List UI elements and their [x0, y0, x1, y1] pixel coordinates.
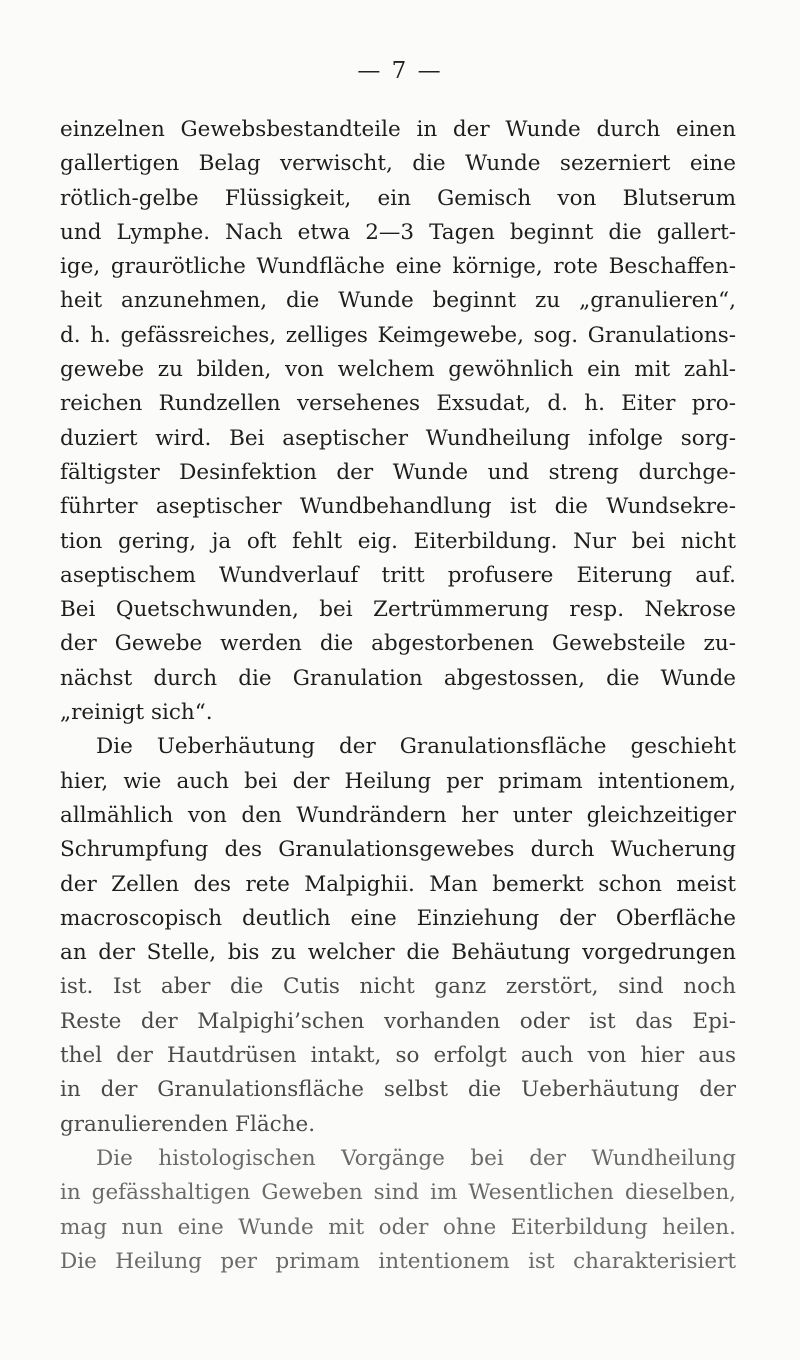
text-line: duziert wird. Bei aseptischer Wundheilung infolge sorg- [60, 425, 736, 451]
text-line: Die Ueberhäutung der Granulationsfläche geschieht [96, 734, 736, 760]
text-line: reichen Rundzellen versehenes Exsudat, d. h. Eiter pro- [60, 391, 736, 417]
text-line: in gefässhaltigen Geweben sind im Wesentlichen dieselben, [60, 1180, 736, 1206]
body-text [60, 113, 736, 1279]
text-line: nächst durch die Granulation abgestossen, die Wunde [60, 665, 736, 691]
text-line: allmählich von den Wundrändern her unter gleichzeitiger [60, 802, 736, 828]
text-line: granulierenden Fläche. [60, 1111, 316, 1137]
text-line: führter aseptischer Wundbehandlung ist die Wundsekre- [60, 494, 736, 520]
text-line: macroscopisch deutlich eine Einziehung der Oberfläche [60, 905, 736, 931]
text-line: mag nun eine Wunde mit oder ohne Eiterbildung heilen. [60, 1214, 736, 1240]
text-line: Bei Quetschwunden, bei Zertrümmerung resp. Nekrose [60, 597, 736, 623]
text-line: aseptischem Wundverlauf tritt profusere Eiterung auf. [60, 562, 736, 588]
text-line: gewebe zu bilden, von welchem gewöhnlich ein mit zahl- [60, 357, 736, 383]
text-line: der Zellen des rete Malpighii. Man bemerkt schon meist [60, 871, 736, 897]
text-line: gallertigen Belag verwischt, die Wunde sezerniert eine [60, 151, 736, 177]
text-line: in der Granulationsfläche selbst die Ueberhäutung der [60, 1077, 736, 1103]
text-line: an der Stelle, bis zu welcher die Behäutung vorgedrungen [60, 940, 736, 966]
text-line: „reinigt sich“. [60, 700, 213, 726]
text-line: heit anzunehmen, die Wunde beginnt zu „granulieren“, [60, 288, 736, 314]
text-line: ist. Ist aber die Cutis nicht ganz zerstört, sind noch [60, 974, 736, 1000]
text-line: ige, graurötliche Wundfläche eine körnige, rote Beschaffen- [60, 254, 736, 280]
text-line: rötlich-gelbe Flüssigkeit, ein Gemisch von Blutserum [60, 185, 736, 211]
text-line: fältigster Desinfektion der Wunde und streng durchge- [60, 459, 736, 485]
page-number: — 7 — [357, 58, 443, 84]
text-line: einzelnen Gewebsbestandteile in der Wunde durch einen [60, 117, 736, 142]
text-line: und Lymphe. Nach etwa 2—3 Tagen beginnt die gallert- [60, 219, 736, 245]
text-line: d. h. gefässreiches, zelliges Keimgewebe, sog. Granulations- [60, 322, 736, 348]
text-line: Schrumpfung des Granulationsgewebes durch Wucherung [60, 837, 736, 863]
text-line: thel der Hautdrüsen intakt, so erfolgt auch von hier aus [60, 1043, 736, 1069]
text-line: der Gewebe werden die abgestorbenen Gewebsteile zu- [60, 631, 736, 657]
text-line: hier, wie auch bei der Heilung per primam intentionem, [60, 768, 736, 794]
text-line: Reste der Malpighi’schen vorhanden oder ist das Epi- [60, 1008, 736, 1034]
text-line: Die histologischen Vorgänge bei der Wundheilung [96, 1145, 736, 1171]
text-line: Die Heilung per primam intentionem ist charakterisiert [60, 1248, 736, 1274]
text-line: tion gering, ja oft fehlt eig. Eiterbildung. Nur bei nicht [60, 528, 736, 554]
